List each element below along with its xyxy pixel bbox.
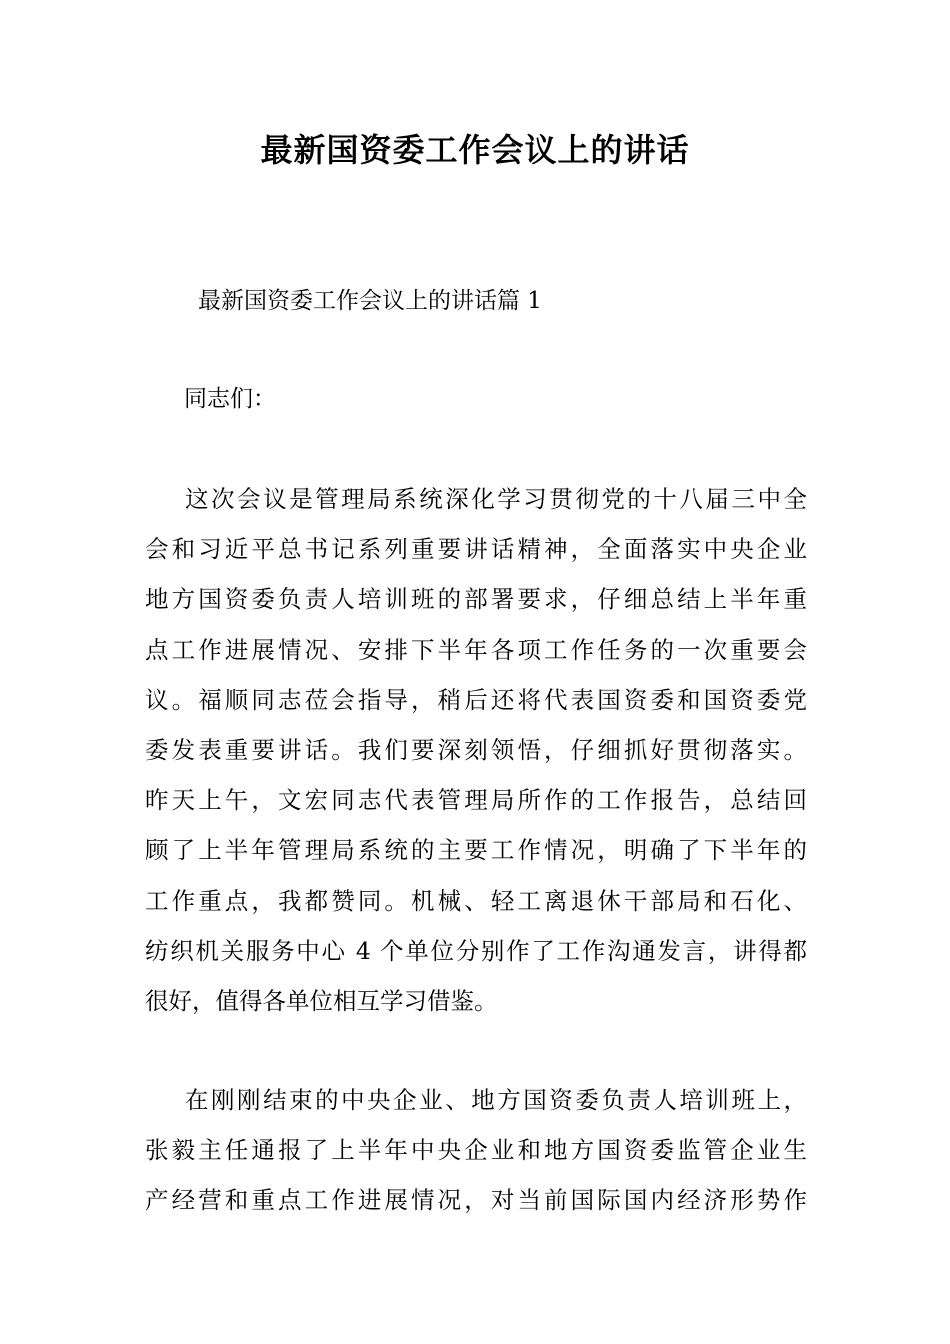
- paragraph-line: 在刚刚结束的中央企业、地方国资委负责人培训班上，: [185, 1086, 807, 1114]
- paragraph-line: 地方国资委负责人培训班的部署要求，仔细总结上半年重: [145, 585, 807, 614]
- paragraph-line: 产经营和重点工作进展情况，对当前国际国内经济形势作: [145, 1186, 807, 1215]
- paragraph-line: 议。福顺同志莅会指导，稍后还将代表国资委和国资委党: [145, 685, 807, 714]
- salutation: 同志们：: [184, 386, 276, 412]
- document-title: 最新国资委工作会议上的讲话: [260, 131, 690, 169]
- paragraph-line: 纺织机关服务中心 4 个单位分别作了工作沟通发言，讲得都: [145, 936, 807, 965]
- paragraph-line: 委发表重要讲话。我们要深刻领悟，仔细抓好贯彻落实。: [145, 735, 807, 764]
- section-heading: 最新国资委工作会议上的讲话篇 1: [198, 288, 542, 314]
- paragraph-line: 工作重点，我都赞同。机械、轻工离退休干部局和石化、: [145, 886, 807, 915]
- paragraph-line: 昨天上午，文宏同志代表管理局所作的工作报告，总结回: [145, 786, 807, 815]
- paragraph-line: 很好，值得各单位相互学习借鉴。: [145, 986, 498, 1015]
- paragraph-line: 张毅主任通报了上半年中央企业和地方国资委监管企业生: [145, 1136, 807, 1165]
- paragraph-1: [145, 474, 807, 1026]
- paragraph-line: 点工作进展情况、安排下半年各项工作任务的一次重要会: [145, 635, 807, 664]
- paragraph-line: 这次会议是管理局系统深化学习贯彻党的十八届三中全: [185, 485, 807, 513]
- paragraph-line: 顾了上半年管理局系统的主要工作情况，明确了下半年的: [145, 836, 807, 865]
- paragraph-line: 会和习近平总书记系列重要讲话精神，全面落实中央企业: [145, 535, 807, 564]
- paragraph-2: [145, 1075, 807, 1226]
